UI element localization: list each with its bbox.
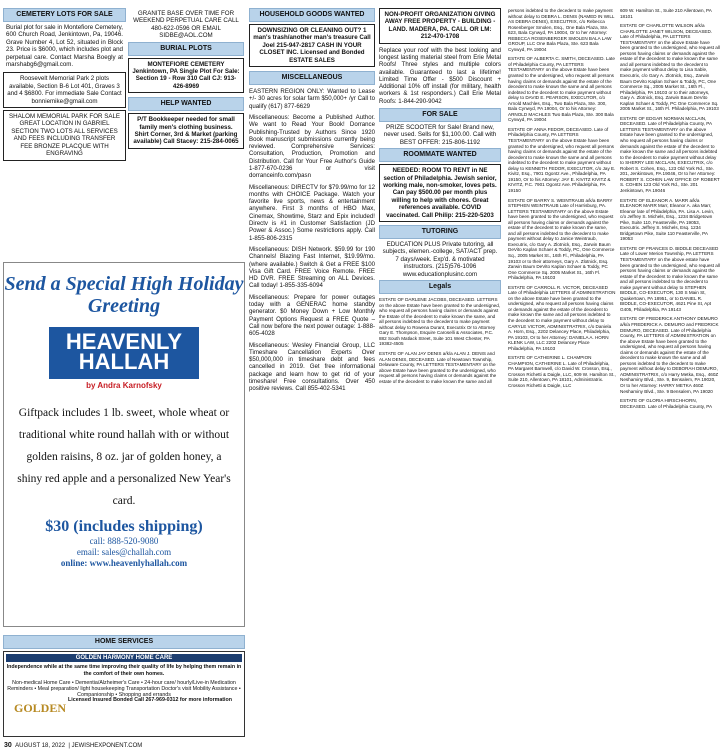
heavenly-hallah-logo bbox=[49, 327, 199, 379]
golden-harmony-contact: Licensed Insured Bonded Call 267-969-0312 for more information bbox=[68, 697, 232, 704]
legal-notice: ESTATE OF DARLENE JACOBS, DECEASED. LETTERS on the above Estate have been granted to the undersigned, who request all persons having claims or demands against the Estate of the decedent to make known the same, and all persons indebted to the decedent to make payment without delay to Rowena Durant, Executrix Or to Attorney Gary E. Thompson, Esquire Caroselli & Associates, P.C. 882 South Matlack Street, Suite 101 West Chester, PA 19382-4505 bbox=[379, 297, 501, 347]
legal-notice: ESTATE OF GLORIA HIRSCHHORN, DECEASED. Late of Philadelphia County, PA bbox=[620, 398, 713, 409]
issue-date: AUGUST 18, 2022 bbox=[15, 743, 66, 749]
legal-notice: ESTATE OF ANNA FEDOR, DECEASED. Late of Philadelphia County, PA LETTERS TESTAMENTARY on the above Estate have been granted to the undersigned, who request all persons having claims or demands against the estate of the decedent to make known the same and all persons indebted to the decedent to make payment without delay to KENNETH FEDOR, EXECUTOR, c/o Jay E. Kivitz, Esq., 7901 Ogontz Ave., Philadelphia, PA 19150, Or to his Attorney: JAY E. KIVITZ KIVITZ & KIVITZ, P.C. 7901 Ogontz Ave. Philadelphia, PA 19150 bbox=[508, 126, 616, 193]
legal-notice: 609 W. Hamilton St., Suite 210 Allentown, PA 18101 bbox=[620, 8, 712, 19]
site-name: JEWISHEXPONENT.COM bbox=[71, 743, 143, 749]
home-services-heading: HOME SERVICES bbox=[3, 635, 245, 649]
golden-harmony-services: Non-medical Home Care • Dementia/Alzheimer's Care • 24-hour care/ hourly/Live-in Medication Reminders • Meal preparation/ light housekeeping Transportation Doctor's visit Mobility Assistance • Companionship • Shopping and errands bbox=[7, 679, 241, 699]
legal-notice: ESTATE OF ALBERTA C. SMITH, DECEASED. Late of Philadelphia County, PA LETTERS TESTAMENTARY on the above Estate have been granted to the undersigned, who request all persons having claims or demands against the estate of the decedent to make known the same and all persons indebted to the decedent to make payment without delay to DAVID E. PEARSON, EXECUTOR, c/o Arnold Machles, Esq., Two Bala Plaza, Ste. 300, Bala Cynwyd, PA 19004, Or to his Attorney: ARNOLD MACHLES Two Bala Plaza, Ste. 300 Bala Cynwyd, PA 19004 bbox=[508, 56, 615, 123]
legal-notice: ESTATE OF CHARLOTTE WILSON a/k/a CHARLOTTE JANET WILSON, DECEASED. Late of Philadelphia, PA LETTERS TESTAMENTARY on the above Estate have been granted to the undersigned, who request all persons having claims or demands against the estate of the decedent to make known the same and all persons indebted to the decedent to make payment without delay to Lisa Sable, Executrix, c/o Gary A. Zlotnick, Esq., Zarwin Baum DeVito Kaplan Schaer & Toddy, PC, One Commerce Sq., 2005 Market St., 16th Fl., Philadelphia, PA 19103 or to their attorneys, Gary A. Zlotnick, Esq. Zarwin Baum DeVito Kaplan Schaer & Toddy, PC One Commerce Sq. 2005 Market St., 16th Fl. Philadelphia, PA 19103 bbox=[620, 23, 720, 112]
golden-harmony-logo: GOLDEN bbox=[14, 700, 67, 715]
heavenly-hallah-ad bbox=[3, 262, 245, 627]
for-sale-heading: FOR SALE bbox=[379, 108, 501, 122]
misc-item-dorrance: Miscellaneous: Become a Published Author. We want to Read Your Book! Dorrance Publishing-Trusted by Authors Since 1920 Book manuscript submissions currently being reviewed. Comprehensive Services: Consultation, Production, Promotion and Distribution. Call for Your Free Author's Guide 1-877-670-0236 or visit dorranceinfo.com/pasn bbox=[249, 113, 375, 180]
legal-notices bbox=[620, 8, 720, 409]
miscellaneous-heading: MISCELLANEOUS bbox=[249, 71, 375, 85]
burial-plots-heading: BURIAL PLOTS bbox=[128, 42, 244, 56]
roommate-wanted-listing: NEEDED: ROOM TO RENT in NE section of Philadelphia. Jewish senior, working male, non-smoker, loves pets. Can pay $500.00 per month plus willing to help with chores. Great references available. COVID vaccinated. Call Philip: 215-220-5203 bbox=[379, 164, 501, 222]
ad-price: $30 (includes shipping) bbox=[45, 518, 203, 535]
logo-line-2: HALLAH bbox=[78, 349, 170, 374]
legal-notice: ESTATE OF FRANCES D. BIDDLE DECEASED Late of Lower Merion Township, PA LETTERS TESTAMENTARY on the above estate have been granted to the undersigned, who request all persons having claims or demands against the estate of the decedent to make known the same and all persons indebted to the decedent to make payment without delay to STEPHEN BIDDLE, CO-EXECUTOR, 130 S Main St, Quakertown, PA 18951, or to DANIEL R. BIDDLE, CO-EXECUTOR, 4621 Pine St, Apt G405, Philadelphia, PA 19143 bbox=[620, 245, 720, 312]
golden-harmony-title: GOLDEN HARMONY HOME CARE bbox=[6, 654, 242, 662]
misc-item-solar: EASTERN REGION ONLY: Wanted to Lease +/- 30 acres for solar farm $50,000+ /yr Call to qualify (617) 877-6629 bbox=[249, 88, 375, 110]
ad-phone: call: 888-520-9080 bbox=[89, 536, 159, 546]
column-6 bbox=[620, 8, 720, 744]
page-footer: 30 AUGUST 18, 2022 | JEWISHEXPONENT.COM bbox=[4, 742, 143, 749]
tutoring-heading: TUTORING bbox=[379, 225, 501, 239]
cemetery-listing: Burial plot for sale in Montefiore Cemetery, 600 Church Road, Jenkintown, Pa, 19046. Grave Number 4, Lot 52, situated in Block 23. Price is $6000, which includes plot and perpetual care. Contact Marsha Boegly at marshabg6@gmail.com. bbox=[6, 24, 123, 69]
shalom-listing: SHALOM MEMORIAL PARK FOR SALE GREAT LOCATION IN GABRIEL SECTION TWO LOTS ALL SERVICES AND FEES INCLUDING TRANSFER FEE BRONZE PLACQUE WITH ENGRAVING bbox=[3, 110, 126, 160]
ad-body: Giftpack includes 1 lb. sweet, whole wheat or traditional white round hallah with or without golden raisins, 8 oz. jar of golden honey, a shiny red apple and a personalized New Year's card. bbox=[17, 407, 231, 507]
misc-item-directv: Miscellaneous: DIRECTV for $79.99/mo for 12 months with CHOICE Package. Watch your favorite live sports, news & entertainment anywhere. First 3 months of HBO Max, Cinemax, Showtime, Starz and Epix included! Directv is #1 in Customer Satisfaction (JD Power & Assoc.) Some restrictions apply. Call 1-855-806-2315 bbox=[249, 183, 375, 242]
page-number: 30 bbox=[4, 742, 12, 749]
logo-line-1: HEAVENLY bbox=[65, 329, 183, 354]
legal-notice: ESTATE OF EDGAR NORMAN McCLAIN, DECEASED. Late of Philadelphia County, PA LETTERS TESTAMENTARY on the above Estate have been granted to the undersigned, who request all persons having claims or demands against the estate of the decedent to make known the same and all persons indebted to the decedent to make payment without delay to SHERRY LEE McCLAIN, EXECUTRIX, c/o Robert S. Cohen, Esq., 123 Old York Rd., Ste. 201, Jenkintown, PA 19046, Or to her Attorney: ROBERT S. COHEN LAW OFFICE OF ROBERT S. COHEN 123 Old York Rd., Ste. 201 Jenkintown, PA 19046 bbox=[620, 115, 720, 193]
misc-item-generac: Miscellaneous: Prepare for power outages today with a GENERAC home standby generator. $0 Money Down + Low Monthly Payment Options Request a FREE Quote – Call now before the next power outage: 1-888-605-4028 bbox=[249, 293, 375, 338]
ad-byline: by Andra Karnofsky bbox=[86, 381, 162, 390]
legals-heading: Legals bbox=[379, 280, 501, 294]
ad-website: online: www.heavenlyhallah.com bbox=[60, 558, 188, 568]
legal-notice: persons indebted to the decedent to make payment without delay to DEBRA L. DENIS (NAMED IN WILL AS DEBRA DENIS), EXECUTRIX, c/o Rebecca Rosenberger Smolen, Esq., One Bala Plaza, Ste. 623, Bala Cynwyd, PA 19004, Or to her Attorney: REBECCA ROSENBERGER SMOLEN BALA LAW GROUP, LLC One Bala Plaza, Ste. 623 Bala Cynwyd, PA 19004 bbox=[508, 8, 615, 52]
golden-harmony-ad bbox=[3, 651, 245, 737]
legal-notice: ESTATE OF BARRY S. WEINTRAUB a/k/a BARRY STEPHEN WEINTRAUB Late of Harrisburg, PA. LETTERS TESTAMENTARY on the above Estate have been granted to the undersigned, who request all persons having claims or demands against the estate of the decedent to make known the same, and all persons indebted to the decedent to make payment without delay to Janice Weintraub, Executrix, c/o Gary A. Zlotnick, Esq., Zarwin Baum DeVito Kaplan Schaer & Toddy, PC, One Commerce Sq., 2005 Market St., 16th Fl., Philadelphia, PA 19103 or to their attorneys, Gary A. Zlotnick, Esq. Zarwin Baum DeVito Kaplan Schaer & Toddy, PC One Commerce Sq. 2005 Market St., 16th Fl. Philadelphia, PA 19103 bbox=[508, 197, 615, 281]
household-column bbox=[249, 8, 375, 744]
roof-listing: Replace your roof with the best looking and longest lasting material steel from Erie Metal Roofs! Three styles and multiple colors available. Guaranteed to last a lifetime! Limited Time Offer - $500 Discount + Additional 10% off install (for military, health workers & 1st responders.) Call Erie Metal Roofs: 1-844-290-9042 bbox=[379, 46, 501, 105]
granite-listing: GRANITE BASE OVER TIME FOR WEEKEND PERPETUAL CARE CALL 480-622-0596 OR EMAIL SIDBE@AOL.COM bbox=[133, 10, 239, 40]
ad-headline: Send a Special High Holiday Greeting bbox=[4, 273, 244, 317]
legal-notice: ESTATE OF FREDERICK ANTHONY DEMURO a/k/a FREDERICK A. DEMURO and FREDRICK DEMURO, DECEASED. Late of Philadelphia County, PA LETTERS of ADMINISTRATION on the above Estate have been granted to the undersigned, who request all persons having claims or demands against the estate of the decedent to make known the same and all persons indebted to the decedent to make payment without delay to DEBORAH DEMURO, ADMINISTRATRIX, c/o Harry Metka, Esq., 460Z Neshaminy Blvd., Ste. 9, Bensalem, PA 19020, Or to her Attorney: HARRY METKA 460Z Neshaminy Blvd., Ste. 9 Bensalem, PA 19020 bbox=[620, 316, 719, 394]
tutoring-listing: EDUCATION PLUS Private tutoring, all subjects, elemen.-college, SAT/ACT prep. 7 days/week. Exp'd. & motivated instructors. (215)576-1096 www.educationplusinc.com bbox=[382, 241, 498, 278]
column-4-content bbox=[379, 8, 501, 744]
montefiore-listing: MONTEFIORE CEMETERY Jenkintown, PA Single Plot For Sale: Section 19 - Row 310 Call CJ: 913-426-8969 bbox=[128, 58, 244, 94]
roommate-wanted-heading: ROOMMATE WANTED bbox=[379, 148, 501, 162]
legal-notices bbox=[379, 297, 501, 384]
household-goods-listing: DOWNSIZING OR CLEANING OUT? 1 man's trash/another man's treasure Call Joel 215-947-2817 CASH IN YOUR CLOSET INC. Licensed and Bonded ESTATE SALES bbox=[249, 24, 375, 67]
legal-notice: ESTATE OF CATHERINE L. CHAMPION CHAMPION, CATHERINE L. Late of Philadelphia, PA Margaret Barnwell, c/o David W. Crosson, Esq., Crosson Richetti & Daigle, LLC, 609 W. Hamilton St., Suite 210, Allentown, PA 18101, Administratrix. Crosson Richetti & Daigle, LLC bbox=[508, 355, 616, 388]
legal-notice: ESTATE OF CARROLL R. VICTOR, DECEASED Late of Philadelphia LETTERS of ADMINISTRATION on the above Estate have been granted to the undersigned, who request all persons having claims or demands against the estate of the decedent to make known the same and all persons indebted to the decedent to make payment without delay to CARYLE VICTOR, ADMINISTRATRIX, c/o Daniela A. Horn, Esq., 2202 Delancey Place, Philadelphia, PA 19103, Or to her Attorney: DANIELA A. HORN KLENK LAW, LLC 2202 Delancey Place Philadelphia, PA 19103 bbox=[508, 284, 616, 351]
golden-harmony-tagline: Independence while at the same time improving their quality of life by helping them remain in the comfort of their own homes. bbox=[6, 664, 242, 677]
help-wanted-heading: HELP WANTED bbox=[128, 97, 244, 111]
for-sale-listing: PRIZE SCOOTER for Sale! Brand new, never used. Sells for $1,100.00. Call with BEST OFFER: 215-806-1192 bbox=[383, 124, 497, 146]
cemetery-lots-heading: CEMETERY LOTS FOR SALE bbox=[3, 8, 126, 22]
column-1 bbox=[3, 8, 126, 258]
home-services-section bbox=[3, 635, 245, 737]
miscellaneous-listings bbox=[249, 88, 375, 393]
column-2 bbox=[128, 8, 244, 258]
help-wanted-listing: P/T Bookkeeper needed for small family men's clothing business. Shirt Corner, 3rd & Market (parking available) Call Stacey: 215-284-0065 bbox=[128, 113, 244, 149]
column-5 bbox=[508, 8, 616, 744]
ad-email: email: sales@challah.com bbox=[76, 547, 172, 557]
misc-item-dish: Miscellaneous: DISH Network. $59.99 for 190 Channels! Blazing Fast Internet, $19.99/mo. (where available.) Switch & Get a FREE $100 Visa Gift Card. FREE Voice Remote. FREE HD DVR. FREE Streaming on ALL Devices. Call today! 1-855-335-6094 bbox=[249, 245, 375, 290]
legal-notices bbox=[508, 8, 616, 389]
household-goods-heading: HOUSEHOLD GOODS WANTED bbox=[249, 8, 375, 22]
misc-item-wesley: Miscellaneous: Wesley Financial Group, LLC Timeshare Cancellation Experts Over $50,000,000 in timeshare debt and fees cancelled in 2019. Get free informational package and learn how to get rid of your timeshare! Free consultations. Over 450 positive reviews. Call 855-402-5341 bbox=[249, 341, 375, 393]
legal-notice: ESTATE OF ELEANOR A. MARR a/k/a ELEANOR MARR Marr, Eleanor A. aka Marr, Eleanor late of Philadelphia, PA. Lisa A. Levin, c/o Jeffrey S. Michels, Esq., 1234 Bridgetown Pike, Suite 110, Feasterville, PA 19053, Executrix. Jeffrey S. Michels, Esq. 1234 Bridgetown Pike, Suite 110 Feasterville, PA 19053 bbox=[620, 197, 715, 242]
roosevelt-listing: Roosevelt Memorial Park 2 plots available, Section B-6 Lot 401, Graves 3 and 4 $6800. For immediate Sale Contact bonniemike@gmail.com bbox=[3, 72, 126, 108]
nonprofit-listing: NON-PROFIT ORGANIZATION GIVING AWAY FREE PROPERTY - BUILDING - LAND. MADERA, PA. CALL OR LM: 212-470-1708 bbox=[379, 8, 501, 44]
legal-notice: ESTATE OF ALAN JAY DENIS a/k/a ALAN J. DENIS and ALAN DENIS, DECEASED. Late of Newtown Township, Delaware County, PA LETTERS TESTAMENTARY on the above Estate have been granted to the undersigned, who request all persons having claims or demands against the estate of the decedent to make known the same and all bbox=[379, 351, 497, 384]
